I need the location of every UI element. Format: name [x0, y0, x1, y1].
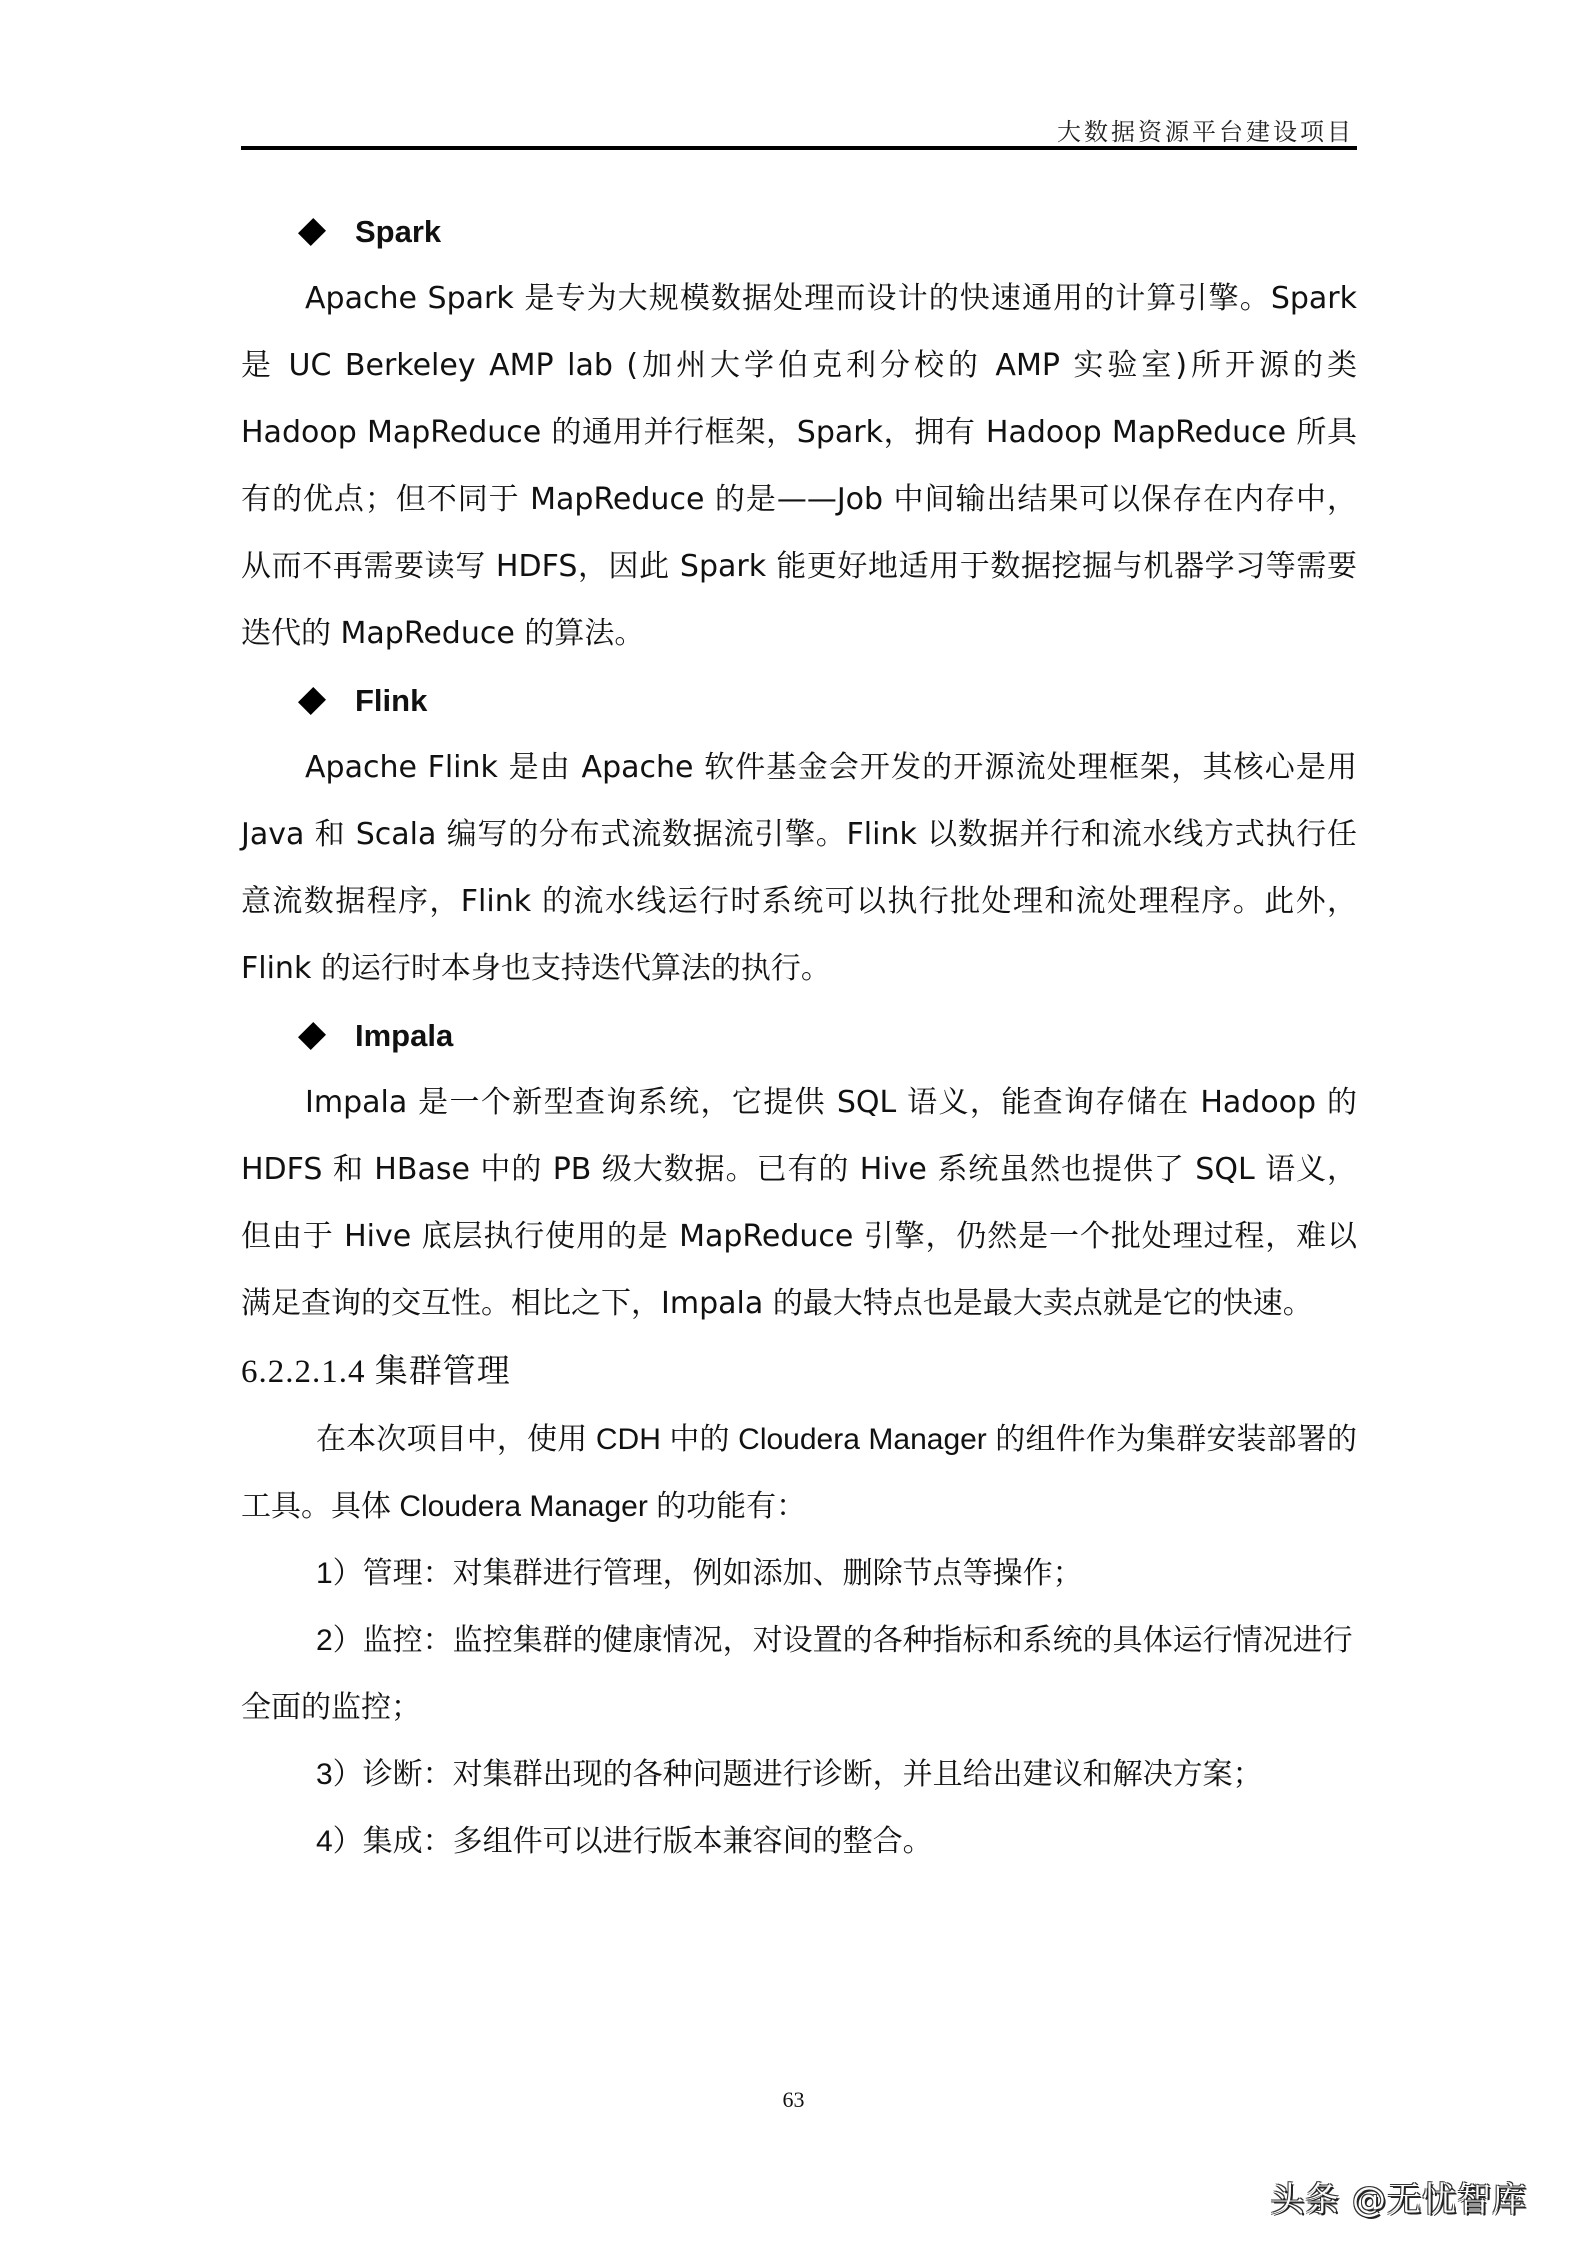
list-item: 2）监控：监控集群的健康情况，对设置的各种指标和系统的具体运行情况进行全面的监控； [241, 1624, 1353, 1724]
cluster-intro-paragraph: 在本次项目中，使用 CDH 中的 Cloudera Manager 的组件作为集群安装部署的工具。具体 Cloudera Manager 的功能有： [241, 1423, 1357, 1523]
spark-paragraph: Apache Spark 是专为大规模数据处理而设计的快速通用的计算引擎。Spark 是 UC Berkeley AMP lab (加州大学伯克利分校的 AMP 实验室)所开源的类 Hadoop MapReduce 的通用并行框架，Spark，拥有 Hadoop MapReduce 所具有的优点；但不同于 MapReduce 的是——Job 中间输出结果可以保存在内存中，从而不再需要读写 HDFS，因此 Spark 能更好地适用于数据挖掘与机器学习等需要迭代的 MapReduce 的算法。 [241, 281, 1357, 651]
page-content [241, 198, 1357, 1875]
header-rule [241, 146, 1357, 150]
impala-paragraph: Impala 是一个新型查询系统，它提供 SQL 语义，能查询存储在 Hadoop 的 HDFS 和 HBase 中的 PB 级大数据。已有的 Hive 系统虽然也提供了 SQL 语义，但由于 Hive 底层执行使用的是 MapReduce 引擎，仍然是一个批处理过程，难以满足查询的交互性。相比之下，Impala 的最大特点也是最大卖点就是它的快速。 [241, 1085, 1357, 1321]
list-item: 3）诊断：对集群出现的各种问题进行诊断，并且给出建议和解决方案； [316, 1758, 1263, 1791]
flink-paragraph: Apache Flink 是由 Apache 软件基金会开发的开源流处理框架，其核心是用 Java 和 Scala 编写的分布式流数据流引擎。Flink 以数据并行和流水线方式执行任意流数据程序，Flink 的流水线运行时系统可以执行批处理和流处理程序。此外，Flink 的运行时本身也支持迭代算法的执行。 [241, 750, 1357, 986]
diamond-bullet-icon [298, 217, 326, 245]
list-item: 4）集成：多组件可以进行版本兼容间的整合。 [316, 1825, 933, 1858]
flink-heading-text: Flink [355, 683, 428, 718]
list-item: 1）管理：对集群进行管理，例如添加、删除节点等操作； [316, 1557, 1083, 1590]
impala-heading-text: Impala [355, 1018, 454, 1053]
running-header: 大数据资源平台建设项目 [1057, 118, 1354, 146]
flink-heading [241, 667, 1357, 734]
page-number: 63 [782, 2087, 805, 2112]
spark-heading [241, 198, 1357, 265]
section-heading-cluster-management: 6.2.2.1.4 集群管理 [241, 1354, 511, 1390]
impala-heading [241, 1002, 1357, 1069]
watermark: 头条 @无忧智库 [1270, 2180, 1527, 2220]
diamond-bullet-icon [298, 1021, 326, 1049]
diamond-bullet-icon [298, 686, 326, 714]
spark-heading-text: Spark [355, 214, 442, 249]
